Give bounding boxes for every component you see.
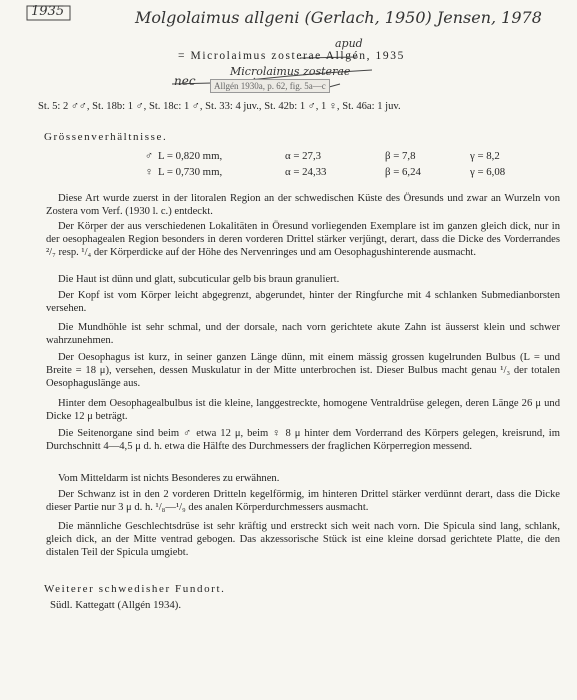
paragraph: Die männliche Geschlechtsdrüse ist sehr kräftig und erstreckt sich weit nach vorn. Die Spicula sind lang, schlank, gleich dick, an der Mitte ventrad gebogen. Das akzessorische Stück ist eine kleine dorsad gerichtete Platte, die den distalen Teil der Spicula umgiebt.	[46, 521, 560, 558]
locality-heading: Weiterer schwedisher Fundort.	[44, 583, 226, 595]
ratio-row-male	[0, 150, 577, 164]
ratio-beta: β = 7,8	[385, 150, 416, 162]
handwritten-title: Molgolaimus allgeni (Gerlach, 1950) Jensen, 1978	[135, 8, 542, 27]
handwritten-apud: apud	[335, 37, 363, 50]
ratio-alpha: α = 27,3	[285, 150, 322, 162]
locality-text: Südl. Kattegatt (Allgén 1934).	[50, 599, 182, 611]
paragraph: Die Seitenorgane sind beim ♂ etwa 12 μ, beim ♀ 8 μ hinter dem Vorderrand des Körpers gelegen, kreisrund, im Durchschnitt 4—4,5 μ d. h. etwa die Hälfte des Durchmessers der fraglichen Körperregion messend.	[46, 428, 560, 452]
paragraph: Die Mundhöhle ist sehr schmal, und der dorsale, nach vorn gerichtete akute Zahn ist äusserst klein und schwer wahrzunehmen.	[46, 322, 560, 346]
year-box: 1935	[31, 4, 65, 19]
handwritten-insert: Microlaimus zosterae	[230, 65, 351, 78]
paragraph: Diese Art wurde zuerst in der litoralen Region an der schwedischen Küste des Öresunds und zwar an Wurzeln von Zostera vom Verf. (1930 l. c.) entdeckt.	[46, 193, 560, 217]
ratio-gamma: γ = 6,08	[470, 166, 506, 178]
ratio-row-female	[0, 166, 577, 180]
paragraph: Der Körper der aus verschiedenen Lokalitäten in Öresund vorliegenden Exemplare ist im ganzen gleich dick, nur in der oesophagealen Region besonders in deren vorderen Drittel stärker verjüngt, derart, dass die Dicke des Vorderrandes ²/₇ resp. ¹/₄ der Körperdicke auf der Höhe des Nervenringes und am Oesophagushinterende ausmacht.	[46, 221, 560, 258]
ratio-alpha: α = 24,33	[285, 166, 327, 178]
ratios-heading: Grössenverhältnisse.	[44, 131, 168, 143]
ratio-sex: ♂	[145, 150, 154, 162]
synonym-line: = Microlaimus zosterae Allgén, 1935	[178, 50, 405, 62]
ratio-length: L = 0,730 mm,	[158, 166, 223, 178]
ratio-beta: β = 6,24	[385, 166, 421, 178]
paragraph: Die Haut ist dünn und glatt, subcuticular gelb bis braun granuliert.	[58, 274, 340, 285]
reference-slip: Allgén 1930a, p. 62, fig. 5a—c	[210, 79, 330, 93]
ratio-length: L = 0,820 mm,	[158, 150, 223, 162]
paragraph: Vom Mitteldarm ist nichts Besonderes zu erwähnen.	[58, 473, 280, 484]
paragraph: Der Oesophagus ist kurz, in seiner ganzen Länge dünn, mit einem mässig grossen kugelrunden Bulbus (L = und Breite = 18 μ), versehen, dessen Muskulatur in der Mitte unterbrochen ist. Dieser Bulbus macht genau ¹/₃ der totalen Oesophaguslänge aus.	[46, 352, 560, 389]
ratio-sex: ♀	[145, 166, 154, 178]
station-list: St. 5: 2 ♂♂, St. 18b: 1 ♂, St. 18c: 1 ♂, St. 33: 4 juv., St. 42b: 1 ♂, 1 ♀, St. 46a: 1 juv.	[38, 101, 401, 112]
paragraph: Der Kopf ist vom Körper leicht abgegrenzt, abgerundet, hinter der Ringfurche mit 4 schlanken Submedianborsten versehen.	[46, 290, 560, 314]
paragraph: Hinter dem Oesophagealbulbus ist die kleine, langgestreckte, homogene Ventraldrüse gelegen, deren Länge 26 μ und Dicke 12 μ beträgt.	[46, 398, 560, 422]
handwritten-nec: nec	[174, 74, 196, 88]
ratio-gamma: γ = 8,2	[470, 150, 500, 162]
paragraph: Der Schwanz ist in den 2 vorderen Dritteln kegelförmig, im hinteren Drittel stärker verdünnt derart, dass die Dicke dieser Partie nur 3 μ d. h. ¹/₈—¹/₉ des analen Körperdurchmessers ausmacht.	[46, 489, 560, 513]
